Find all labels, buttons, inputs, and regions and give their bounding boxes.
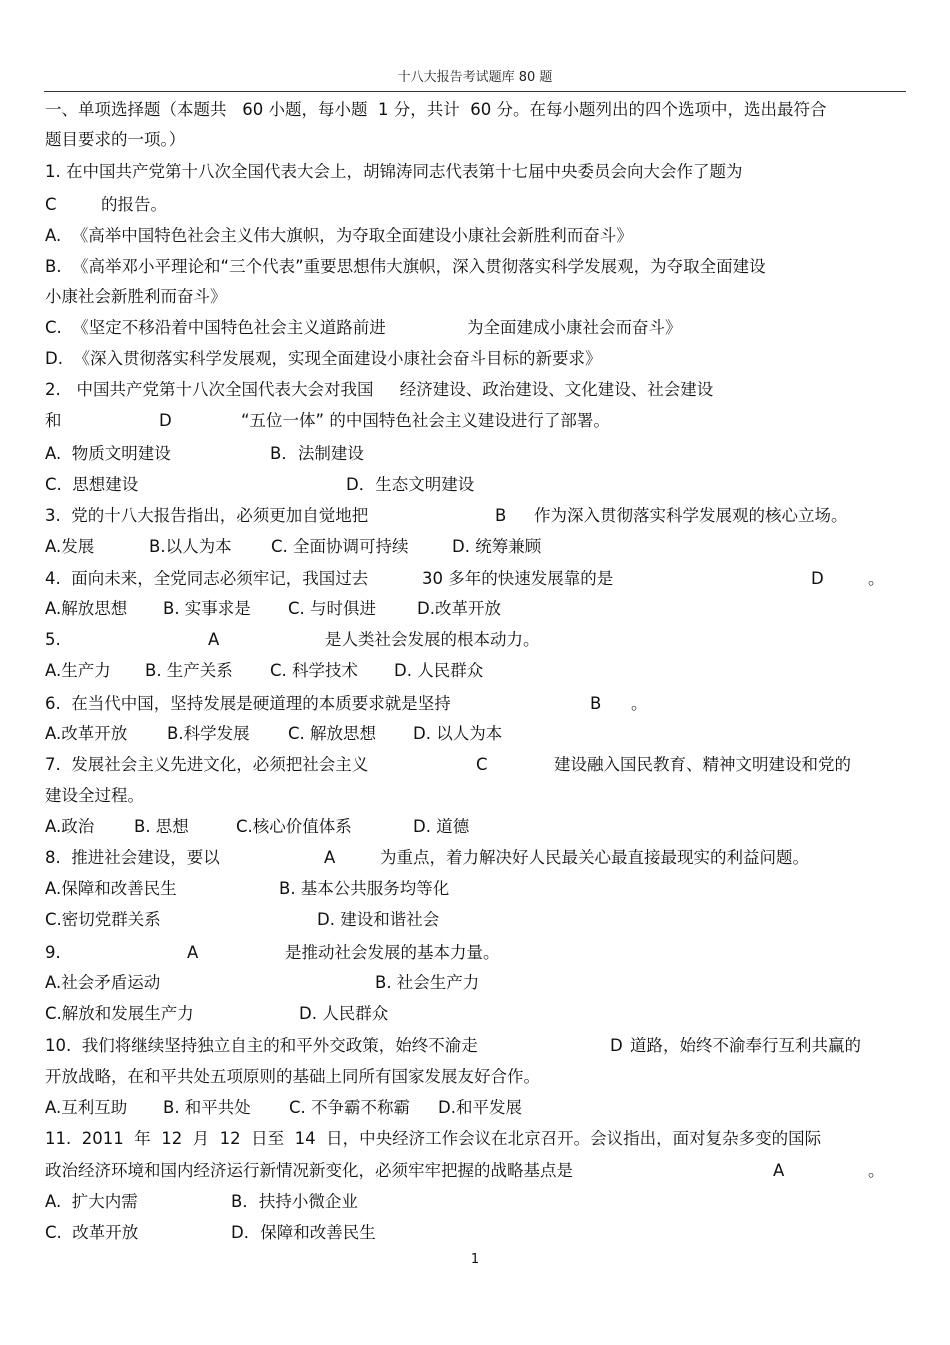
header-rule bbox=[44, 91, 906, 92]
question-2-option-a: A. 物质文明建设 bbox=[45, 444, 171, 463]
question-3-stem-part1: 3. 党的十八大报告指出，必须更加自觉地把 bbox=[45, 506, 369, 525]
question-4-option-d: D.改革开放 bbox=[417, 599, 501, 618]
question-1-option-c-part1: C. 《坚定不移沿着中国特色社会主义道路前进 bbox=[45, 318, 386, 337]
question-5-option-d: D. 人民群众 bbox=[394, 661, 484, 680]
question-3-stem-part2: 作为深入贯彻落实科学发展观的核心立场。 bbox=[534, 506, 848, 525]
question-6-option-c: C. 解放思想 bbox=[288, 724, 377, 743]
question-9-options-row1 bbox=[45, 971, 480, 995]
question-2-option-d: D．生态文明建设 bbox=[346, 475, 475, 494]
question-1-option-b-cont: 小康社会新胜利而奋斗》 bbox=[45, 287, 227, 306]
question-5-stem-text: 是人类社会发展的根本动力。 bbox=[325, 630, 540, 649]
question-10-stem bbox=[45, 1034, 861, 1058]
question-6-end: 。 bbox=[631, 694, 648, 713]
question-9-stem-text: 是推动社会发展的基本力量。 bbox=[285, 943, 500, 962]
question-1-stem-cont bbox=[45, 193, 167, 217]
question-1-option-a: A. 《高举中国特色社会主义伟大旗帜，为夺取全面建设小康社会新胜利而奋斗》 bbox=[45, 226, 633, 245]
question-10-stem-part1: 10. 我们将继续坚持独立自主的和平外交政策，始终不渝走 bbox=[45, 1036, 478, 1055]
question-2-stem-end: “五位一体” 的中国特色社会主义建设进行了部署。 bbox=[241, 411, 610, 430]
question-4-stem-part1: 4. 面向未来，全党同志必须牢记，我国过去 bbox=[45, 569, 369, 588]
question-4-end: 。 bbox=[868, 569, 885, 588]
question-5-option-c: C. 科学技术 bbox=[270, 661, 359, 680]
question-4-answer: D bbox=[811, 569, 824, 588]
question-10-option-d: D.和平发展 bbox=[438, 1098, 522, 1117]
question-7-stem-cont: 建设全过程。 bbox=[45, 786, 144, 805]
question-4-option-c: C. 与时俱进 bbox=[288, 599, 377, 618]
question-9-option-c: C.解放和发展生产力 bbox=[45, 1004, 194, 1023]
question-3-option-a: A.发展 bbox=[45, 537, 95, 556]
question-11-answer: A bbox=[773, 1161, 785, 1180]
question-6-option-b: B.科学发展 bbox=[167, 724, 250, 743]
page-header-title: 十八大报告考试题库 80 题 bbox=[397, 70, 553, 85]
question-8-answer: A bbox=[324, 848, 336, 867]
question-7-option-a: A.政治 bbox=[45, 817, 95, 836]
section-intro-line-2: 题目要求的一项。） bbox=[45, 130, 186, 149]
question-1-option-b: B. 《高举邓小平理论和“三个代表”重要思想伟大旗帜，深入贯彻落实科学发展观，为夺取全面建设 bbox=[45, 257, 766, 276]
question-10-stem-part2: 道路，始终不渝奉行互利共赢的 bbox=[630, 1036, 861, 1055]
question-11-option-d: D．保障和改善民生 bbox=[231, 1223, 376, 1242]
question-6-option-d: D. 以人为本 bbox=[413, 724, 503, 743]
question-8-stem bbox=[45, 846, 809, 870]
question-3-options bbox=[45, 535, 542, 559]
question-9-number: 9. bbox=[45, 943, 61, 962]
question-2-options-row1 bbox=[45, 442, 364, 466]
question-2-option-b: B．法制建设 bbox=[270, 444, 364, 463]
question-5-option-b: B. 生产关系 bbox=[145, 661, 233, 680]
question-10-options bbox=[45, 1096, 522, 1120]
question-7-stem bbox=[45, 753, 851, 777]
question-1-stem: 1. 在中国共产党第十八次全国代表大会上，胡锦涛同志代表第十七届中央委员会向大会作了题为 bbox=[45, 162, 743, 181]
question-6-option-a: A.改革开放 bbox=[45, 724, 128, 743]
question-1-option-c-part2: 为全面建成小康社会而奋斗》 bbox=[467, 318, 682, 337]
question-6-stem bbox=[45, 692, 648, 716]
question-9-answer: A bbox=[187, 943, 199, 962]
question-8-option-a: A.保障和改善民生 bbox=[45, 879, 177, 898]
question-10-option-a: A.互利互助 bbox=[45, 1098, 128, 1117]
question-4-option-a: A.解放思想 bbox=[45, 599, 128, 618]
question-7-option-d: D. 道德 bbox=[413, 817, 470, 836]
question-5-stem bbox=[45, 628, 540, 652]
question-2-option-c: C. 思想建设 bbox=[45, 475, 139, 494]
question-1-option-d: D. 《深入贯彻落实科学发展观，实现全面建设小康社会奋斗目标的新要求》 bbox=[45, 349, 602, 368]
question-11-option-b: B．扶持小微企业 bbox=[231, 1192, 358, 1211]
question-5-options bbox=[45, 659, 484, 683]
question-11-end: 。 bbox=[868, 1161, 885, 1180]
question-4-stem-part2: 30 多年的快速发展靠的是 bbox=[422, 569, 614, 588]
question-5-number: 5. bbox=[45, 630, 61, 649]
question-2-options-row2 bbox=[45, 473, 475, 497]
question-9-option-a: A.社会矛盾运动 bbox=[45, 973, 161, 992]
section-intro-line-1: 一、单项选择题（本题共 60 小题，每小题 1 分，共计 60 分。在每小题列出的四个选项中，选出最符合 bbox=[45, 100, 827, 119]
question-6-stem-text: 6. 在当代中国，坚持发展是硬道理的本质要求就是坚持 bbox=[45, 694, 451, 713]
question-11-options-row2 bbox=[45, 1221, 376, 1245]
question-2-stem-cont bbox=[45, 409, 610, 433]
question-11-stem-part2: 政治经济环境和国内经济运行新情况新变化，必须牢牢把握的战略基点是 bbox=[45, 1161, 573, 1180]
page-number: 1 bbox=[470, 1252, 480, 1267]
question-9-option-b: B. 社会生产力 bbox=[375, 973, 480, 992]
question-6-options bbox=[45, 722, 503, 746]
question-8-option-d: D. 建设和谐社会 bbox=[317, 910, 440, 929]
question-8-stem-part1: 8. 推进社会建设，要以 bbox=[45, 848, 220, 867]
question-7-stem-part2: 建设融入国民教育、精神文明建设和党的 bbox=[554, 755, 851, 774]
question-5-option-a: A.生产力 bbox=[45, 661, 111, 680]
question-3-option-d: D. 统筹兼顾 bbox=[452, 537, 542, 556]
question-3-answer: B bbox=[495, 506, 507, 525]
question-1-stem-end: 的报告。 bbox=[101, 195, 167, 214]
question-9-stem bbox=[45, 941, 500, 965]
question-7-options bbox=[45, 815, 470, 839]
question-8-stem-part2: 为重点，着力解决好人民最关心最直接最现实的利益问题。 bbox=[380, 848, 809, 867]
question-8-options-row2 bbox=[45, 908, 440, 932]
question-10-answer: D bbox=[610, 1036, 623, 1055]
question-2-stem: 2. 中国共产党第十八次全国代表大会对我国 经济建设、政治建设、文化建设、社会建设 bbox=[45, 380, 714, 399]
question-10-option-b: B. 和平共处 bbox=[163, 1098, 251, 1117]
question-7-option-c: C.核心价值体系 bbox=[236, 817, 352, 836]
question-7-answer: C bbox=[476, 755, 488, 774]
question-11-stem-cont bbox=[45, 1159, 885, 1183]
question-8-option-c: C.密切党群关系 bbox=[45, 910, 161, 929]
question-3-option-b: B.以人为本 bbox=[149, 537, 232, 556]
question-1-option-c bbox=[45, 316, 682, 340]
question-2-and: 和 bbox=[45, 411, 62, 430]
question-4-option-b: B. 实事求是 bbox=[163, 599, 251, 618]
question-9-options-row2 bbox=[45, 1002, 389, 1026]
question-10-stem-cont: 开放战略，在和平共处五项原则的基础上同所有国家发展友好合作。 bbox=[45, 1067, 540, 1086]
question-4-options bbox=[45, 597, 501, 621]
question-3-stem bbox=[45, 504, 848, 528]
question-2-answer: D bbox=[159, 411, 172, 430]
question-10-option-c: C. 不争霸不称霸 bbox=[289, 1098, 411, 1117]
question-3-option-c: C. 全面协调可持续 bbox=[271, 537, 409, 556]
question-11-option-a: A. 扩大内需 bbox=[45, 1192, 138, 1211]
question-5-answer: A bbox=[208, 630, 220, 649]
question-8-options-row1 bbox=[45, 877, 450, 901]
question-8-option-b: B. 基本公共服务均等化 bbox=[279, 879, 450, 898]
question-4-stem bbox=[45, 567, 885, 591]
question-9-option-d: D. 人民群众 bbox=[299, 1004, 389, 1023]
question-7-option-b: B. 思想 bbox=[134, 817, 189, 836]
question-11-stem: 11. 2011 年 12 月 12 日至 14 日，中央经济工作会议在北京召开。会议指出，面对复杂多变的国际 bbox=[45, 1129, 822, 1148]
question-11-options-row1 bbox=[45, 1190, 358, 1214]
question-11-option-c: C. 改革开放 bbox=[45, 1223, 139, 1242]
question-6-answer: B bbox=[590, 694, 602, 713]
question-1-answer: C bbox=[45, 195, 57, 214]
question-7-stem-part1: 7. 发展社会主义先进文化，必须把社会主义 bbox=[45, 755, 369, 774]
